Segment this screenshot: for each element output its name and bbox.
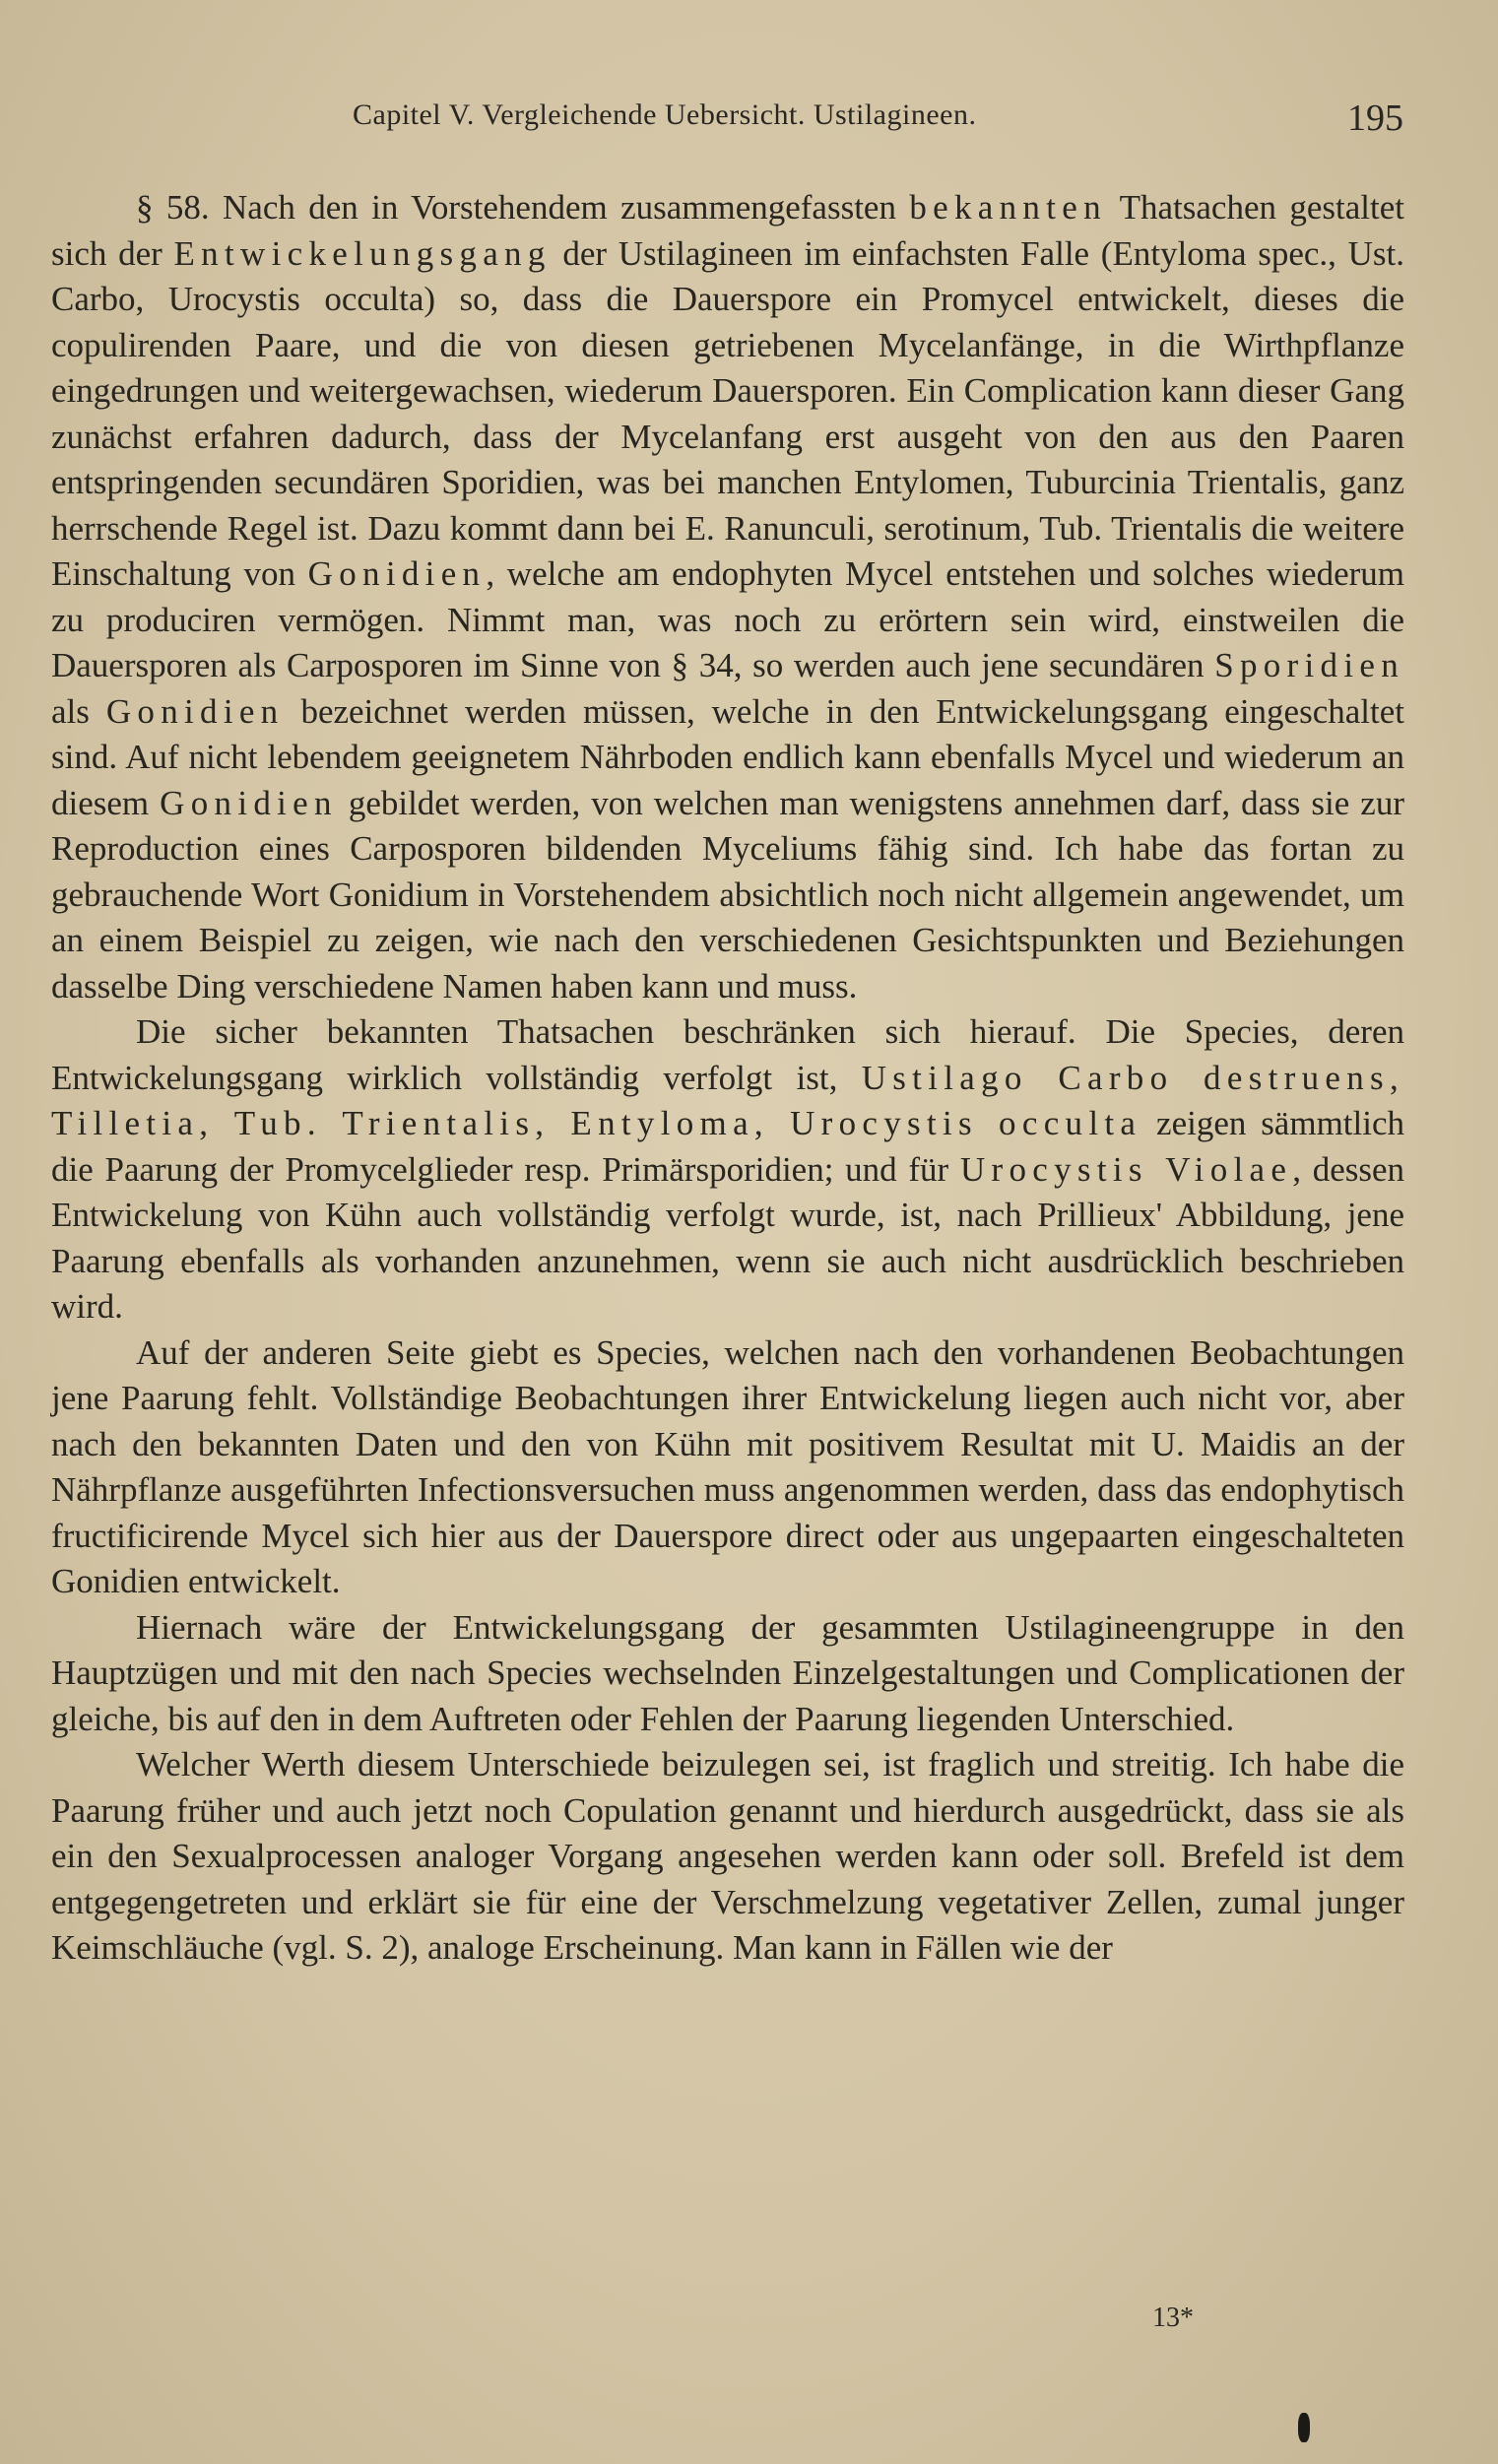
emphasis-entwickelungsgang: Entwickelungsgang [173, 233, 552, 273]
emphasis-gonidien: Gonidien [105, 691, 285, 731]
running-head: Capitel V. Vergleichende Uebersicht. Ustilagineen. [353, 98, 977, 131]
emphasis-sporidien: Sporidien [1214, 646, 1404, 684]
paragraph-facts: Die sicher bekannten Thatsachen beschränken sich hierauf. Die Species, deren Entwickelungsgang wirklich vollständig verfolgt ist, Ustilago Carbo destruens, Tilletia, Tub. Trientalis, Entyloma, Urocystis occulta zeigen sämmtlich die Paarung der Promycelglieder resp. Primärsporidien; und für Urocystis Violae, dessen Entwickelung von Kühn auch vollständig verfolgt wurde, ist, nach Prillieux' Abbildung, jene Paarung ebenfalls als vorhanden anzunehmen, wenn sie auch nicht ausdrücklich beschrieben wird. [51, 1012, 1405, 1326]
emphasis-urocystis-violae: Urocystis Violae [959, 1149, 1293, 1189]
emphasis-gonidien: Gonidien [160, 783, 338, 822]
paragraph-werth: Welcher Werth diesem Unterschiede beizulegen sei, ist fraglich und streitig. Ich habe die Paarung früher und auch jetzt noch Copulation genannt und hierdurch ausgedrückt, dass sie als ein den Sexualprocessen analoger Vorgang angesehen werden kann oder soll. Brefeld ist dem entgegengetreten und erklärt sie für eine der Verschmelzung vegetativer Zellen, zumal junger Keimschläuche (vgl. S. 2), analoge Erscheinung. Man kann in Fällen wie der [51, 1745, 1404, 1967]
page-number: 195 [1347, 97, 1403, 139]
paragraph-58: § 58. Nach den in Vorstehendem zusammengefassten bekannten Thatsachen gestaltet sich der Entwickelungsgang der Ustilagineen im einfachsten Falle (Entyloma spec., Ust. Carbo, Urocystis occulta) so, dass die Dauerspore ein Promycel entwickelt, dieses die copulirenden Paare, und die von diesen getriebenen Mycelanfänge, in die Wirthpflanze eingedrungen und weitergewachsen, wiederum Dauersporen. Ein Complication kann dieser Gang zunächst erfahren dadurch, dass der Mycelanfang erst ausgeht von den aus den Paaren entspringenden secundären Sporidien, was bei manchen Entylomen, Tuburcinia Trientalis, ganz herrschende Regel ist. Dazu kommt dann bei E. Ranunculi, serotinum, Tub. Trientalis die weitere Einschaltung von Gonidien, welche am endophyten Mycel entstehen und solches wiederum zu produciren vermögen. Nimmt man, was noch zu erörtern sein wird, einstweilen die Dauersporen als Carposporen im Sinne von § 34, so werden auch jene secundären Sporidien als Gonidien bezeichnet werden müssen, welche in den Entwickelungsgang eingeschaltet sind. Auf nicht lebendem geeignetem Nährboden endlich kann ebenfalls Mycel und wiederum an diesem Gonidien gebildet werden, von welchen man wenigstens annehmen darf, dass sie zur Reproduction eines Carposporen bildenden Myceliums fähig sind. Ich habe das fortan zu gebrauchende Wort Gonidium in Vorstehendem absichtlich noch nicht allgemein angewendet, um an einem Beispiel zu zeigen, wie nach den verschiedenen Gesichtspunkten und Beziehungen dasselbe Ding verschiedene Namen haben kann und muss. [51, 188, 1405, 1005]
ink-spot [1298, 2413, 1310, 2442]
paragraph-hiernach: Hiernach wäre der Entwickelungsgang der gesammten Ustilagineengruppe in den Hauptzügen und mit den nach Species wechselnden Einzelgestaltungen und Complicationen der gleiche, bis auf den in dem Auftreten oder Fehlen der Paarung liegenden Unterschied. [51, 1607, 1404, 1738]
emphasis-bekannten: bekannten [909, 188, 1107, 227]
paragraph-other-side: Auf der anderen Seite giebt es Species, welchen nach den vorhandenen Beobachtungen jene Paarung fehlt. Vollständige Beobachtungen ihrer Entwickelung liegen auch nicht vor, aber nach den bekannten Daten und den von Kühn mit positivem Resultat mit U. Maidis an der Nährpflanze ausgeführten Infectionsversuchen muss angenommen werden, dass das endophytisch fructificirende Mycel sich hier aus der Dauerspore direct oder aus ungepaarten eingeschalteten Gonidien entwickelt. [51, 1332, 1404, 1600]
emphasis-gonidien: Gonidien [307, 554, 487, 593]
signature-mark: 13* [1152, 2302, 1194, 2333]
emphasis-species-list: Ustilago Carbo destruens, Tilletia, Tub. Trientalis, Entyloma, Urocystis occulta [51, 1058, 1404, 1142]
body-text [51, 185, 1404, 1972]
